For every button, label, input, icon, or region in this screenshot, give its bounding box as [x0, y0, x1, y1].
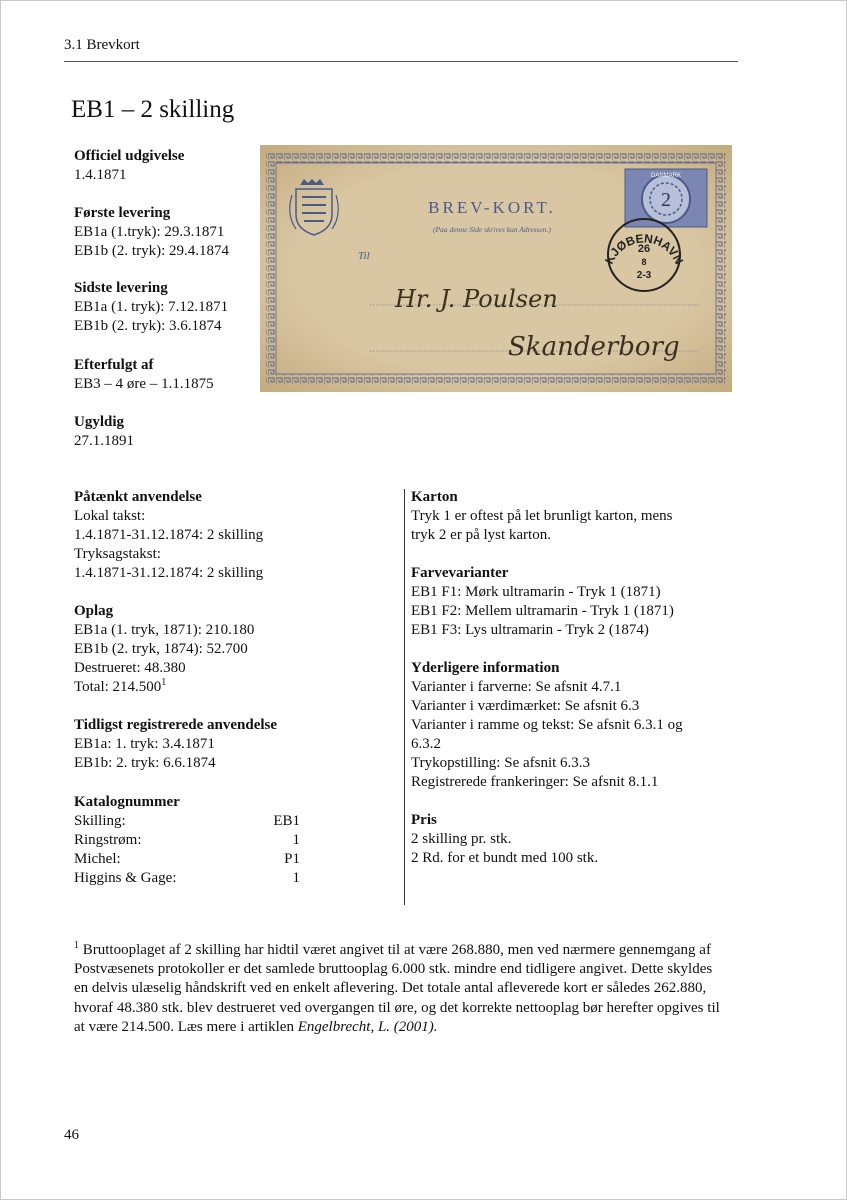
- table-row: [74, 812, 300, 831]
- table-row: [74, 869, 300, 888]
- postmark-town: KJØBENHAVN: [601, 231, 687, 267]
- info-heading: Officiel udgivelse: [74, 148, 185, 164]
- color-variants-section: [411, 564, 674, 640]
- postcard-til: Til: [358, 250, 370, 262]
- postmark-day: 26: [637, 243, 651, 255]
- info-last-delivery: [74, 279, 228, 336]
- catalogue-heading: Katalognummer: [74, 794, 180, 810]
- info-line: 1.4.1871: [74, 167, 127, 183]
- stamp-icon: [625, 169, 707, 227]
- stamp-country: DANMARK: [650, 173, 682, 179]
- info-line: EB1a (1. tryk): 7.12.1871: [74, 299, 229, 315]
- catalogue-value: 1: [292, 832, 300, 848]
- earliest-line: EB1a: 1. tryk: 3.4.1871: [74, 736, 215, 752]
- usage-heading: Påtænkt anvendelse: [74, 489, 202, 505]
- usage-section: [74, 488, 263, 583]
- karton-section: [411, 488, 673, 545]
- info-line: 27.1.1891: [74, 433, 134, 449]
- footnote-reference: Engelbrecht, L. (2001).: [297, 1018, 438, 1035]
- footnote-text: Bruttooplaget af 2 skilling har hidtil været angivet til at være 268.880, men ved nærmere gennemgang af Postvæsenets protokoller er det samlede bruttooplag 6.000 stk. mindre end tidligere angivet. Dette skyldes en delvis ulæselig håndskrift ved en enkelt aflevering. Det totale antal afleverede kort er således 262.880, hvoraf 48.380 stk. blev destrueret ved overgangen til øre, og det korrekte nettooplag bør herefter opgives til at være 214.500. Læs mere i artiklen: [74, 942, 720, 1035]
- frame-right: [716, 163, 726, 374]
- handwriting-recipient: Hr. J. Poulsen: [395, 285, 558, 313]
- edition-total: [74, 678, 254, 697]
- price-heading: Pris: [411, 812, 437, 828]
- footnote-marker: 1: [74, 940, 79, 951]
- color-variant-line: EB1 F1: Mørk ultramarin - Tryk 1 (1871): [411, 584, 661, 600]
- info-line: EB1b (2. tryk): 29.4.1874: [74, 243, 229, 259]
- usage-line: Tryksagstakst:: [74, 546, 161, 562]
- price-line: 2 Rd. for et bundt med 100 stk.: [411, 850, 599, 866]
- postmark-month: 8: [641, 257, 647, 267]
- edition-total-text: Total: 214.500: [74, 679, 162, 695]
- catalogue-section: [74, 793, 300, 888]
- color-variant-line: EB1 F2: Mellem ultramarin - Tryk 1 (1871): [411, 603, 674, 619]
- karton-heading: Karton: [411, 489, 458, 505]
- further-info-line: Registrerede frankeringer: Se afsnit 8.1.1: [411, 774, 659, 790]
- catalogue-value: 1: [292, 870, 300, 886]
- postcard-title: BREV-KORT.: [428, 198, 556, 217]
- info-line: EB1b (2. tryk): 3.6.1874: [74, 318, 222, 334]
- edition-heading: Oplag: [74, 603, 114, 619]
- info-heading: Ugyldig: [74, 414, 125, 430]
- catalogue-name: Ringstrøm:: [74, 832, 142, 848]
- further-info-line: Varianter i ramme og tekst: Se afsnit 6.3.1 og: [411, 717, 683, 733]
- further-info-line: 6.3.2: [411, 736, 441, 752]
- info-official-release: [74, 147, 184, 185]
- frame-bottom: [266, 374, 726, 384]
- info-heading: Første levering: [74, 205, 171, 221]
- earliest-usage-section: [74, 716, 277, 773]
- page-title: EB1 – 2 skilling: [71, 96, 235, 123]
- info-line: EB1a (1.tryk): 29.3.1871: [74, 224, 225, 240]
- catalogue-name: Higgins & Gage:: [74, 870, 177, 886]
- table-row: [74, 850, 300, 869]
- postmark-time: 2-3: [636, 270, 652, 281]
- stamp-value: 2: [661, 189, 671, 211]
- info-succeeded-by: [74, 356, 214, 394]
- postcard-subtitle: (Paa denne Side skrives kun Adressen.): [433, 225, 551, 234]
- catalogue-table: [74, 812, 300, 888]
- catalogue-value: EB1: [273, 813, 300, 829]
- edition-section: [74, 602, 254, 697]
- price-line: 2 skilling pr. stk.: [411, 831, 512, 847]
- karton-line: tryk 2 er på lyst karton.: [411, 527, 551, 543]
- earliest-heading: Tidligst registrerede anvendelse: [74, 717, 278, 733]
- catalogue-value: P1: [284, 851, 300, 867]
- price-section: [411, 811, 598, 868]
- usage-line: Lokal takst:: [74, 508, 146, 524]
- page-number: 46: [64, 1127, 79, 1143]
- earliest-line: EB1b: 2. tryk: 6.6.1874: [74, 755, 216, 771]
- catalogue-name: Michel:: [74, 851, 121, 867]
- further-info-line: Varianter i farverne: Se afsnit 4.7.1: [411, 679, 622, 695]
- usage-line: 1.4.1871-31.12.1874: 2 skilling: [74, 527, 264, 543]
- postcard-image: [260, 145, 732, 392]
- handwriting-town: Skanderborg: [508, 332, 680, 362]
- edition-line: EB1a (1. tryk, 1871): 210.180: [74, 622, 255, 638]
- frame-left: [266, 163, 276, 374]
- column-divider: [404, 489, 405, 905]
- further-info-section: [411, 659, 683, 792]
- edition-line: Destrueret: 48.380: [74, 660, 186, 676]
- color-variants-heading: Farvevarianter: [411, 565, 509, 581]
- karton-line: Tryk 1 er oftest på let brunligt karton, mens: [411, 508, 673, 524]
- further-info-line: Trykopstilling: Se afsnit 6.3.3: [411, 755, 591, 771]
- edition-line: EB1b (2. tryk, 1874): 52.700: [74, 641, 248, 657]
- info-line: EB3 – 4 øre – 1.1.1875: [74, 376, 214, 392]
- footnote: [74, 941, 729, 1037]
- info-heading: Efterfulgt af: [74, 357, 154, 373]
- further-info-heading: Yderligere information: [411, 660, 560, 676]
- frame-top: [266, 153, 726, 163]
- info-first-delivery: [74, 204, 229, 261]
- catalogue-name: Skilling:: [74, 813, 126, 829]
- further-info-line: Varianter i værdimærket: Se afsnit 6.3: [411, 698, 640, 714]
- usage-line: 1.4.1871-31.12.1874: 2 skilling: [74, 565, 264, 581]
- header-rule: [64, 61, 738, 62]
- running-header: 3.1 Brevkort: [64, 37, 140, 53]
- info-heading: Sidste levering: [74, 280, 168, 296]
- info-invalid: [74, 413, 134, 451]
- color-variant-line: EB1 F3: Lys ultramarin - Tryk 2 (1874): [411, 622, 649, 638]
- footnote-ref: 1: [161, 677, 167, 688]
- table-row: [74, 831, 300, 850]
